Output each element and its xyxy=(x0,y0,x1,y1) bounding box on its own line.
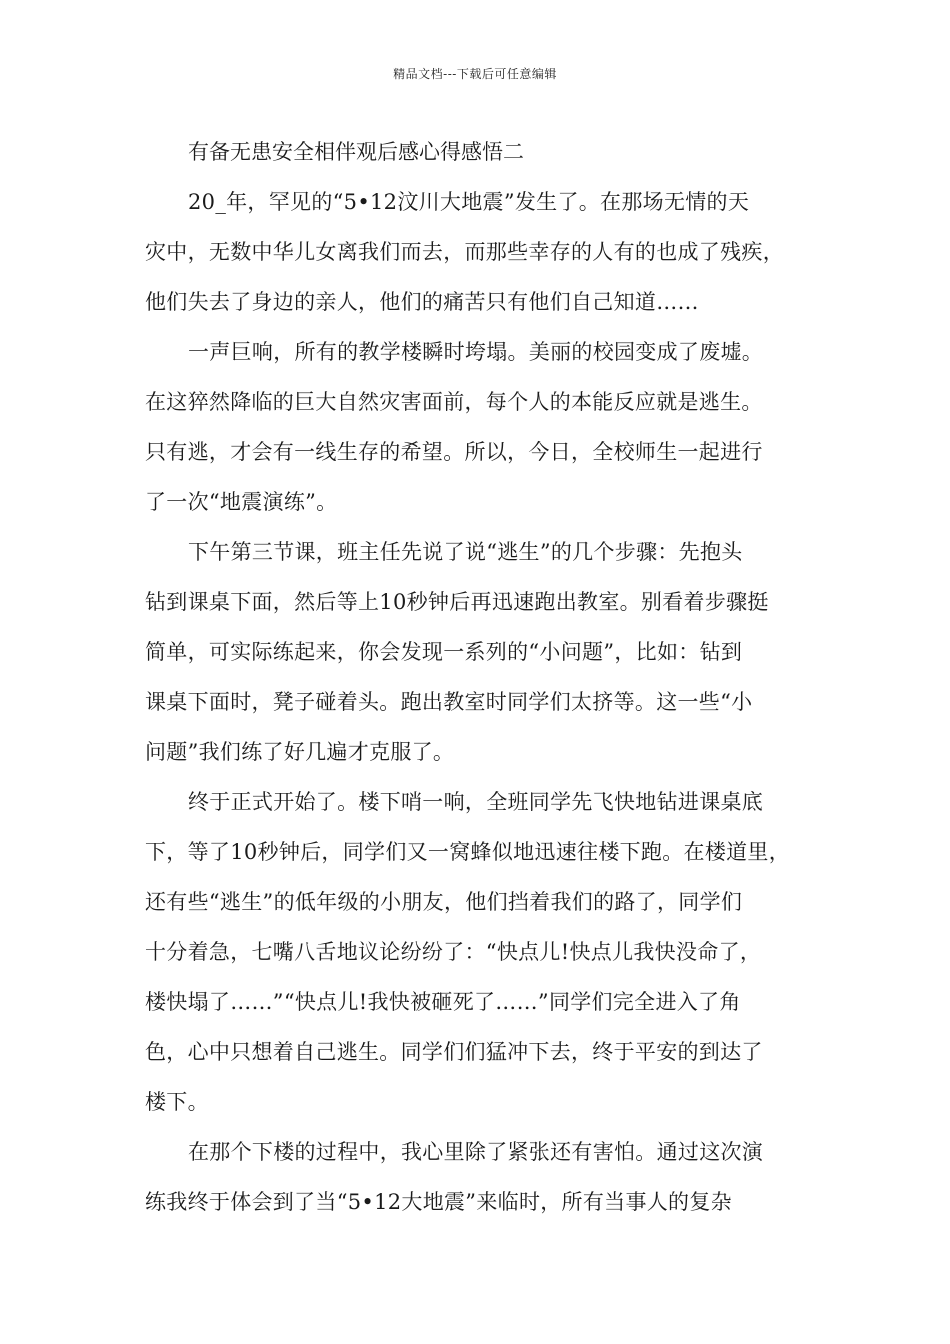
paragraph-line: 楼快塌了……”“快点儿!我快被砸死了……”同学们完全进入了角 xyxy=(145,990,741,1014)
paragraph-line: 了一次“地震演练”。 xyxy=(145,490,338,514)
paragraph-line: 色，心中只想着自己逃生。同学们们猛冲下去，终于平安的到达了 xyxy=(145,1040,763,1064)
paragraph-line: 他们失去了身边的亲人，他们的痛苦只有他们自己知道…… xyxy=(145,290,699,314)
paragraph-line: 钻到课桌下面，然后等上10秒钟后再迅速跑出教室。别看着步骤挺 xyxy=(145,590,769,614)
page-header: 精品文档---下载后可任意编辑 xyxy=(393,67,557,81)
paragraph-line: 只有逃，才会有一线生存的希望。所以，今日，全校师生一起进行 xyxy=(145,440,763,464)
paragraph-line: 练我终于体会到了当“5•12大地震”来临时，所有当事人的复杂 xyxy=(145,1190,732,1214)
document-body xyxy=(145,134,810,1234)
paragraph-line: 灾中，无数中华儿女离我们而去，而那些幸存的人有的也成了残疾， xyxy=(145,240,784,264)
paragraph-line: 下午第三节课，班主任先说了说“逃生”的几个步骤：先抱头 xyxy=(188,540,743,564)
paragraph-line: 课桌下面时，凳子碰着头。跑出教室时同学们太挤等。这一些“小 xyxy=(145,690,753,714)
paragraph-3 xyxy=(145,534,810,784)
paragraph-2 xyxy=(145,334,810,534)
paragraph-line: 简单，可实际练起来，你会发现一系列的“小问题”，比如：钻到 xyxy=(145,640,743,664)
paragraph-line: 楼下。 xyxy=(145,1090,209,1114)
paragraph-line: 还有些“逃生”的低年级的小朋友，他们挡着我们的路了，同学们 xyxy=(145,890,743,914)
paragraph-line: 终于正式开始了。楼下哨一响，全班同学先飞快地钻进课桌底 xyxy=(188,790,764,814)
paragraph-line: 在这猝然降临的巨大自然灾害面前，每个人的本能反应就是逃生。 xyxy=(145,390,763,414)
paragraph-5 xyxy=(145,1134,810,1234)
paragraph-line: 十分着急，七嘴八舌地议论纷纷了：“快点儿!快点儿我快没命了， xyxy=(145,940,762,964)
paragraph-1 xyxy=(145,184,810,334)
paragraph-4 xyxy=(145,784,810,1134)
paragraph-line: 下，等了10秒钟后，同学们又一窝蜂似地迅速往楼下跑。在楼道里， xyxy=(145,840,791,864)
paragraph-line: 在那个下楼的过程中，我心里除了紧张还有害怕。通过这次演 xyxy=(188,1140,764,1164)
paragraph-line: 一声巨响，所有的教学楼瞬时垮塌。美丽的校园变成了废墟。 xyxy=(188,340,764,364)
paragraph-line: 问题”我们练了好几遍才克服了。 xyxy=(145,740,455,764)
document-title: 有备无患安全相伴观后感心得感悟二 xyxy=(188,140,524,164)
paragraph-line: 20_年，罕见的“5•12汶川大地震”发生了。在那场无情的天 xyxy=(188,190,750,214)
